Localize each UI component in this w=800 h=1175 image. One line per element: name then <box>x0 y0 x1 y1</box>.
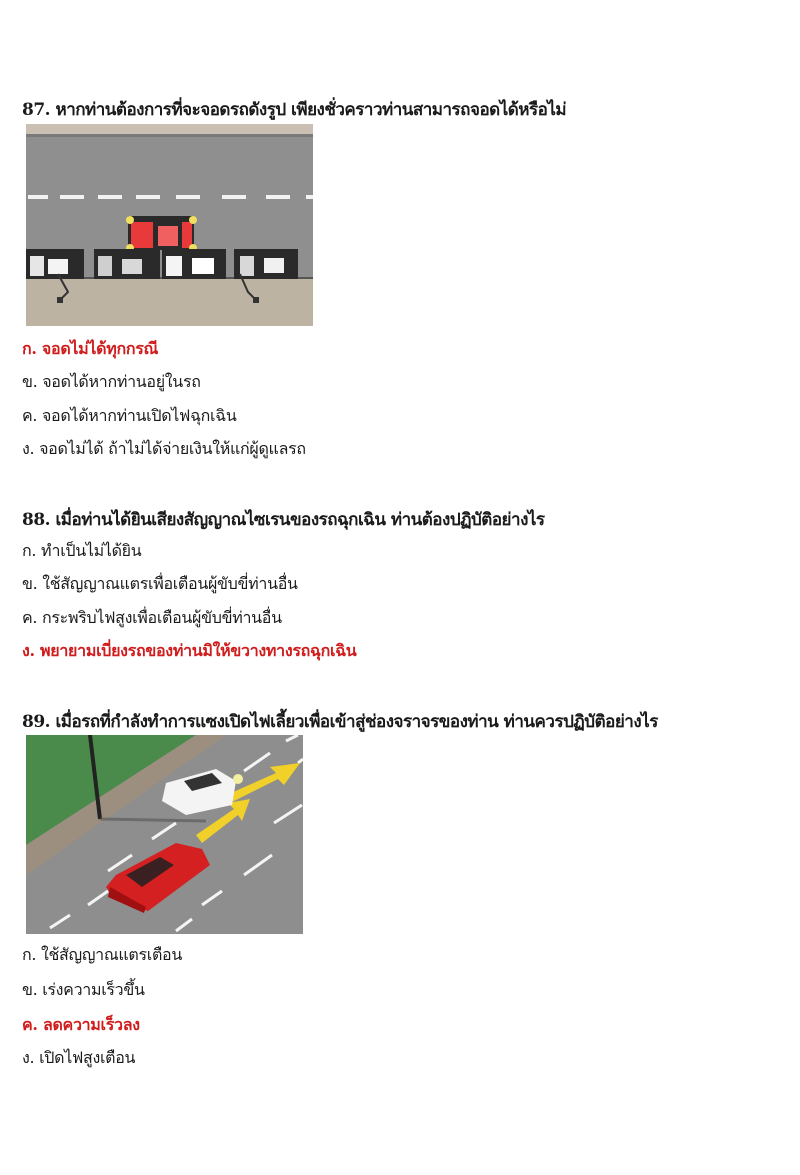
parking-illustration <box>26 124 313 326</box>
overtaking-illustration <box>26 735 303 934</box>
option-88-a: ก. ทำเป็นไม่ได้ยิน <box>22 541 142 560</box>
option-89-c: ค. ลดความเร็วลง <box>22 1015 140 1034</box>
question-number: 88. <box>22 510 51 530</box>
question-text: หากท่านต้องการที่จะจอดรถดังรูป เพียงชั่วคราวท่านสามารถจอดได้หรือไม่ <box>55 100 567 120</box>
question-88 <box>22 506 545 533</box>
option-89-d: ง. เปิดไฟสูงเตือน <box>22 1048 136 1067</box>
option-87-a: ก. จอดไม่ได้ทุกกรณี <box>22 339 159 358</box>
question-87 <box>22 96 566 123</box>
option-88-c: ค. กระพริบไฟสูงเพื่อเตือนผู้ขับขี่ท่านอื่น <box>22 608 282 627</box>
option-87-d: ง. จอดไม่ได้ ถ้าไม่ได้จ่ายเงินให้แก่ผู้ดูแลรถ <box>22 439 306 458</box>
question-number: 89. <box>22 712 51 732</box>
option-89-a: ก. ใช้สัญญาณแตรเตือน <box>22 945 182 964</box>
question-number: 87. <box>22 100 51 120</box>
question-text: เมื่อท่านได้ยินเสียงสัญญาณไซเรนของรถฉุกเฉิน ท่านต้องปฏิบัติอย่างไร <box>55 510 545 530</box>
option-88-b: ข. ใช้สัญญาณแตรเพื่อเตือนผู้ขับขี่ท่านอื่น <box>22 574 298 593</box>
question-text: เมื่อรถที่กำลังทำการแซงเปิดไฟเลี้ยวเพื่อเข้าสู่ช่องจราจรของท่าน ท่านควรปฏิบัติอย่างไร <box>55 712 658 732</box>
question-89 <box>22 708 658 735</box>
option-87-c: ค. จอดได้หากท่านเปิดไฟฉุกเฉิน <box>22 406 237 425</box>
option-88-d: ง. พยายามเบี่ยงรถของท่านมิให้ขวางทางรถฉุกเฉิน <box>22 641 357 660</box>
option-89-b: ข. เร่งความเร็วขึ้น <box>22 980 145 999</box>
option-87-b: ข. จอดได้หากท่านอยู่ในรถ <box>22 372 201 391</box>
